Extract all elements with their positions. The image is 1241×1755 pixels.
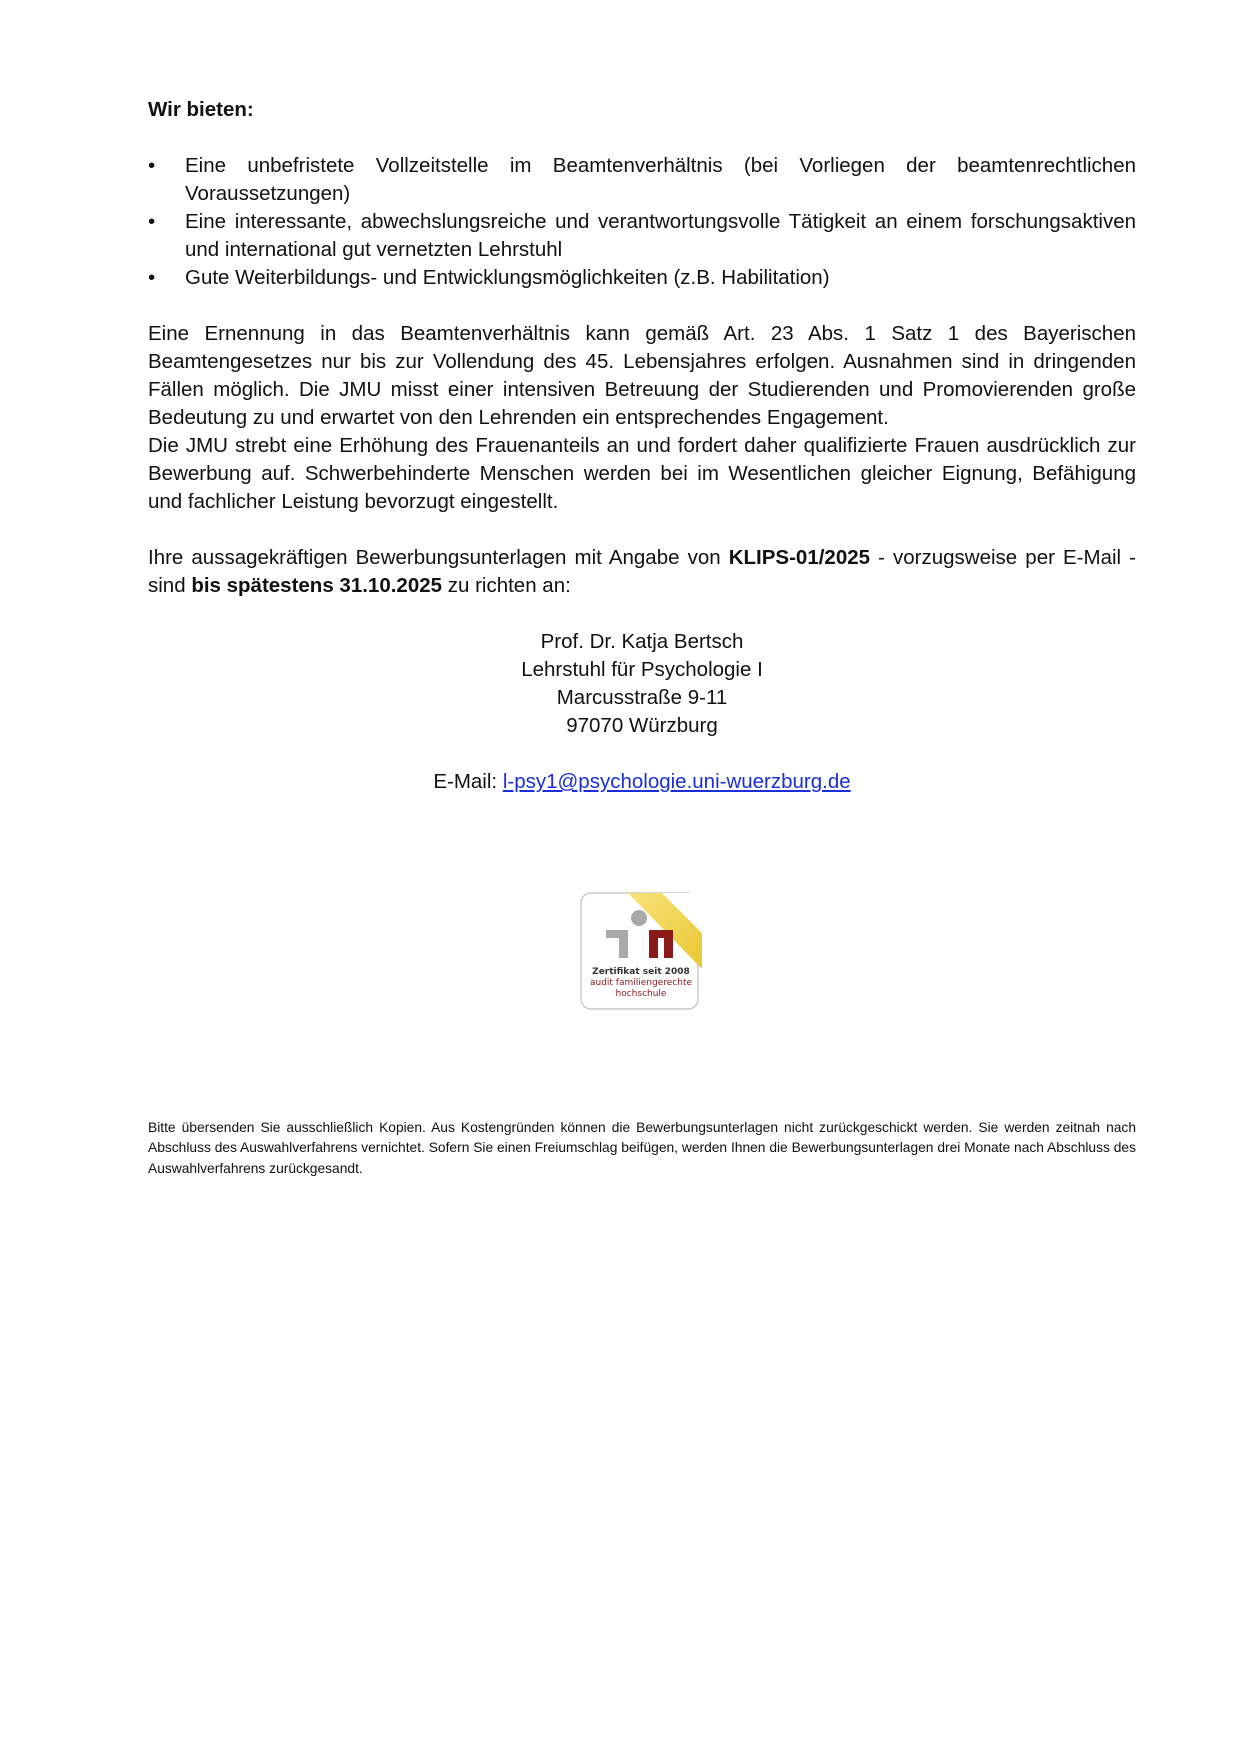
offer-text: Eine unbefristete Vollzeitstelle im Beamtenverhältnis (bei Vorliegen der beamtenrechtlichen Voraussetzungen)	[185, 154, 1136, 205]
contact-chair: Lehrstuhl für Psychologie I	[521, 658, 763, 681]
offers-list	[148, 152, 1136, 292]
logo-audit-line: audit familiengerechte	[589, 978, 693, 988]
deadline: bis spätestens 31.10.2025	[191, 574, 443, 597]
offer-text: Eine interessante, abwechslungsreiche und verantwortungsvolle Tätigkeit an einem forschungsaktiven und international gut vernetzten Lehrstuhl	[185, 210, 1136, 261]
address-block	[148, 628, 1136, 740]
contact-street: Marcusstraße 9-11	[556, 686, 728, 709]
bullet-icon: •	[148, 266, 156, 289]
footnote: Bitte übersenden Sie ausschließlich Kopien. Aus Kostengründen können die Bewerbungsunterlagen nicht zurückgeschickt werden. Sie werden zeitnah nach Abschluss des Auswahlverfahrens vernichtet. Sofern Sie einen Freiumschlag beifügen, werden Ihnen die Bewerbungsunterlagen drei Monate nach Abschluss des Auswahlverfahrens zurückgesandt.	[148, 1119, 1136, 1176]
equality-paragraph: Die JMU strebt eine Erhöhung des Frauenanteils an und fordert daher qualifizierte Frauen ausdrücklich zur Bewerbung auf. Schwerbehinderte Menschen werden bei im Wesentlichen gleicher Eignung, Befähigung und fachlicher Leistung bevorzugt eingestellt.	[148, 434, 1136, 513]
contact-city: 97070 Würzburg	[566, 714, 718, 737]
application-paragraph	[148, 544, 1136, 600]
application-text: Ihre aussagekräftigen Bewerbungsunterlagen mit Angabe von	[148, 546, 729, 569]
email-link[interactable]: l-psy1@psychologie.uni-wuerzburg.de	[502, 770, 851, 793]
reference-code: KLIPS-01/2025	[728, 546, 871, 569]
appointment-paragraph: Eine Ernennung in das Beamtenverhältnis kann gemäß Art. 23 Abs. 1 Satz 1 des Bayerischen Beamtengesetzes nur bis zur Vollendung des 45. Lebensjahres erfolgen. Ausnahmen sind in dringenden Fällen möglich. Die JMU misst einer intensiven Betreuung der Studierenden und Promovierenden große Bedeutung zu und erwartet von den Lehrenden ein entsprechendes Engagement.	[148, 322, 1136, 429]
email-label: E-Mail:	[433, 770, 503, 793]
list-item	[148, 208, 1136, 264]
bullet-icon: •	[148, 154, 156, 177]
bullet-icon: •	[148, 210, 156, 233]
contact-name: Prof. Dr. Katja Bertsch	[540, 630, 744, 653]
main-content	[148, 96, 1136, 796]
application-text: - vorzugsweise per E-Mail - sind	[148, 546, 1136, 597]
audit-familiengerechte-hochschule-logo	[578, 887, 704, 1013]
section-heading: Wir bieten:	[148, 98, 254, 121]
logo-certificate-line: Zertifikat seit 2008	[592, 967, 690, 977]
logo-hochschule-line: hochschule	[615, 989, 667, 999]
offer-text: Gute Weiterbildungs- und Entwicklungsmöglichkeiten (z.B. Habilitation)	[185, 266, 830, 289]
list-item	[148, 152, 1136, 208]
application-text: zu richten an:	[442, 574, 571, 597]
email-line	[148, 768, 1136, 796]
list-item	[148, 264, 1136, 292]
